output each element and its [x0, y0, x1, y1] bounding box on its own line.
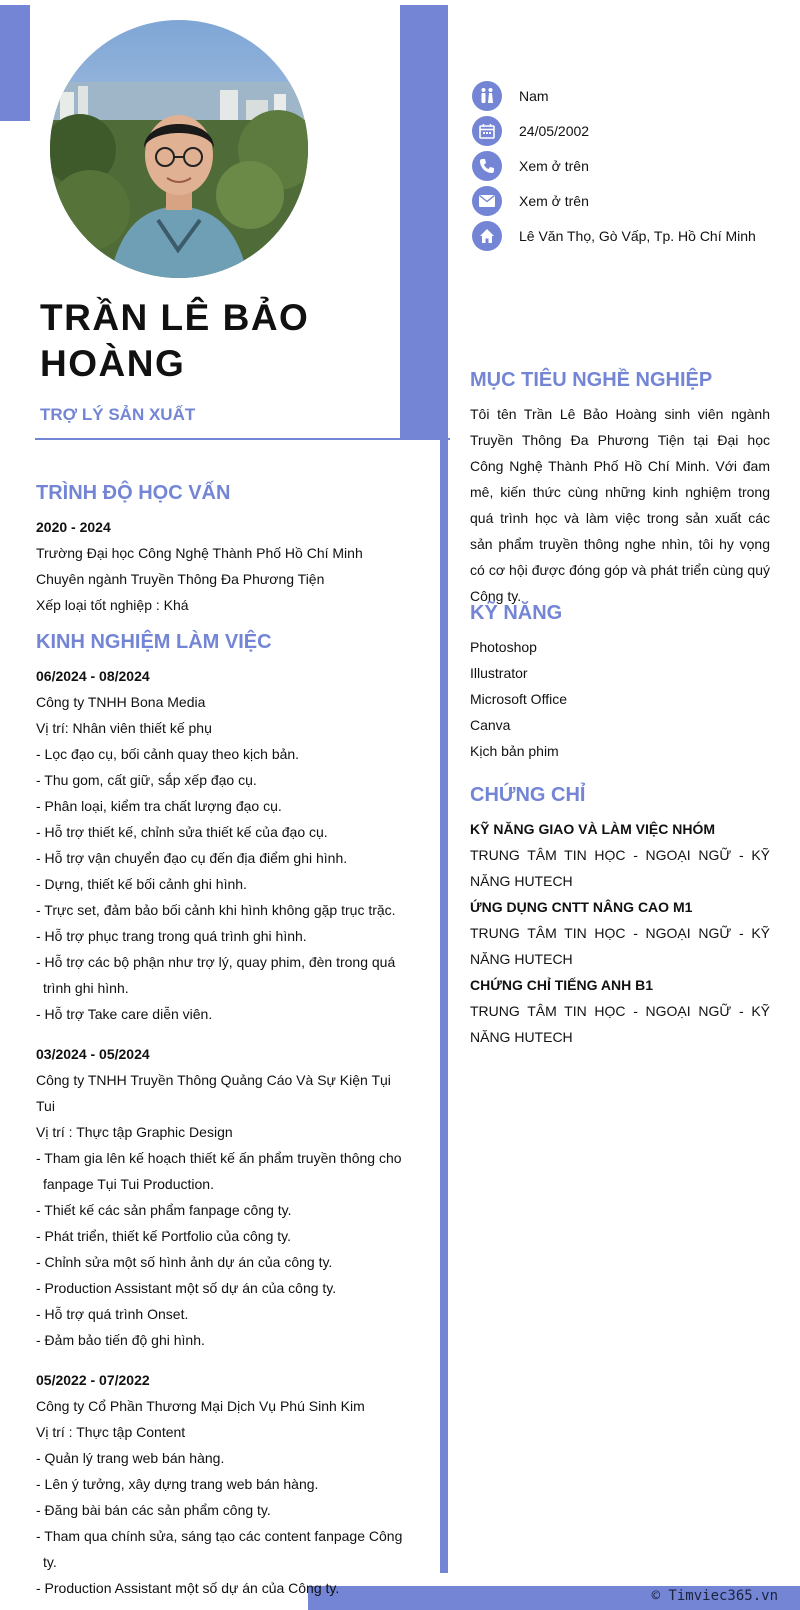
job-task: - Dựng, thiết kế bối cảnh ghi hình.: [36, 876, 247, 892]
skill-item: Photoshop: [470, 639, 537, 655]
job-task: - Thu gom, cất giữ, sắp xếp đạo cụ.: [36, 772, 257, 788]
job-period: 05/2022 - 07/2022: [36, 1372, 150, 1388]
job-task: - Đăng bài bán các sản phẩm công ty.: [36, 1502, 271, 1518]
calendar-icon: [472, 116, 502, 146]
education-line: Chuyên ngành Truyền Thông Đa Phương Tiện: [36, 571, 325, 587]
job-entry: [36, 1041, 411, 1353]
job-company: Công ty TNHH Truyền Thông Quảng Cáo Và Sự Kiện Tụi Tui: [36, 1072, 391, 1114]
contact-address-text: Lê Văn Thọ, Gò Vấp, Tp. Hồ Chí Minh: [519, 227, 756, 244]
job-task: - Tham gia lên kế hoạch thiết kế ấn phẩm truyền thông cho fanpage Tụi Tui Production.: [36, 1150, 402, 1192]
job-position: Vị trí : Thực tập Graphic Design: [36, 1124, 233, 1140]
education-period: 2020 - 2024: [36, 519, 111, 535]
education-section: [36, 480, 411, 618]
job-task: - Hỗ trợ Take care diễn viên.: [36, 1006, 213, 1022]
certificates-section: [470, 782, 770, 1050]
job-task: - Hỗ trợ phục trang trong quá trình ghi hình.: [36, 928, 307, 944]
job-position: Vị trí: Nhân viên thiết kế phụ: [36, 720, 212, 736]
accent-bar-vertical: [440, 440, 448, 1573]
job-entry: [36, 663, 411, 1027]
phone-icon: [472, 151, 502, 181]
certificate-name: CHỨNG CHỈ TIẾNG ANH B1: [470, 977, 653, 993]
certificate-issuer: TRUNG TÂM TIN HỌC - NGOẠI NGỮ - KỸ NĂNG HUTECH: [470, 925, 770, 967]
job-period: 06/2024 - 08/2024: [36, 668, 150, 684]
job-task: - Phát triển, thiết kế Portfolio của công ty.: [36, 1228, 291, 1244]
job-task: - Hỗ trợ thiết kế, chỉnh sửa thiết kế của đạo cụ.: [36, 824, 328, 840]
certificate-name: ỨNG DỤNG CNTT NÂNG CAO M1: [470, 899, 693, 915]
candidate-title: TRỢ LÝ SẢN XUẤT: [40, 405, 196, 424]
job-task: - Production Assistant một số dự án của công ty.: [36, 1280, 337, 1296]
education-heading: TRÌNH ĐỘ HỌC VẤN: [36, 482, 231, 504]
contact-gender: [472, 78, 756, 113]
contact-birthday: [472, 113, 756, 148]
job-task: - Chỉnh sửa một số hình ảnh dự án của công ty.: [36, 1254, 333, 1270]
certificate-issuer: TRUNG TÂM TIN HỌC - NGOẠI NGỮ - KỸ NĂNG HUTECH: [470, 1003, 770, 1045]
certificates-heading: CHỨNG CHỈ: [470, 784, 586, 806]
education-line: Xếp loại tốt nghiệp : Khá: [36, 597, 189, 613]
skills-section: [470, 600, 770, 764]
certificate-issuer: TRUNG TÂM TIN HỌC - NGOẠI NGỮ - KỸ NĂNG HUTECH: [470, 847, 770, 889]
objective-text: Tôi tên Trần Lê Bảo Hoàng sinh viên ngành Truyền Thông Đa Phương Tiện tại Đại học Công Nghệ Thành Phố Hồ Chí Minh. Với đam mê, kiến thức cùng những kinh nghiệm trong quá trình học và làm việc trong sản xuất các sản phẩm truyền thông nghe nhìn, tôi hy vọng có cơ hội được đóng góp và phát triển cùng quý Công ty.: [470, 406, 770, 604]
job-task: - Production Assistant một số dự án của Công ty.: [36, 1580, 340, 1596]
contact-phone-text: Xem ở trên: [519, 157, 589, 174]
certificate-name: KỸ NĂNG GIAO VÀ LÀM VIỆC NHÓM: [470, 821, 716, 837]
header-divider: [35, 438, 450, 440]
job-task: - Quản lý trang web bán hàng.: [36, 1450, 225, 1466]
job-task: - Hỗ trợ quá trình Onset.: [36, 1306, 189, 1322]
footer-credit: © Timviec365.vn: [651, 1588, 778, 1604]
skill-item: Illustrator: [470, 665, 528, 681]
job-task: - Thiết kế các sản phẩm fanpage công ty.: [36, 1202, 292, 1218]
avatar: [50, 20, 308, 278]
home-icon: [472, 221, 502, 251]
gender-icon: [472, 81, 502, 111]
contact-address: [472, 218, 756, 253]
job-task: - Hỗ trợ vận chuyển đạo cụ đến địa điểm ghi hình.: [36, 850, 348, 866]
accent-bar-top: [400, 5, 448, 440]
job-task: - Đảm bảo tiến độ ghi hình.: [36, 1332, 205, 1348]
accent-bar-left: [0, 5, 30, 121]
experience-heading: KINH NGHIỆM LÀM VIỆC: [36, 631, 272, 653]
education-line: Trường Đại học Công Nghệ Thành Phố Hồ Chí Minh: [36, 545, 363, 561]
skill-item: Microsoft Office: [470, 691, 567, 707]
job-entry: [36, 1367, 411, 1601]
job-task: - Trực set, đảm bảo bối cảnh khi hình không gặp trục trặc.: [36, 902, 396, 918]
mail-icon: [472, 186, 502, 216]
skills-heading: KỸ NĂNG: [470, 602, 563, 624]
contact-gender-text: Nam: [519, 87, 549, 104]
contact-birthday-text: 24/05/2002: [519, 122, 590, 139]
job-company: Công ty Cổ Phần Thương Mại Dịch Vụ Phú Sinh Kim: [36, 1398, 365, 1414]
contact-email: [472, 183, 756, 218]
job-task: - Lọc đạo cụ, bối cảnh quay theo kịch bản.: [36, 746, 300, 762]
contact-list: [472, 78, 756, 253]
job-task: - Lên ý tưởng, xây dựng trang web bán hàng.: [36, 1476, 319, 1492]
skill-item: Canva: [470, 717, 511, 733]
skill-item: Kịch bản phim: [470, 743, 559, 759]
job-task: - Tham qua chính sửa, sáng tạo các content fanpage Công ty.: [36, 1528, 403, 1570]
job-task: - Hỗ trợ các bộ phận như trợ lý, quay phim, đèn trong quá trình ghi hình.: [36, 954, 396, 996]
objective-heading: MỤC TIÊU NGHỀ NGHIỆP: [470, 369, 713, 391]
contact-phone: [472, 148, 756, 183]
job-company: Công ty TNHH Bona Media: [36, 694, 206, 710]
job-position: Vị trí : Thực tập Content: [36, 1424, 186, 1440]
experience-section: [36, 629, 411, 1601]
job-task: - Phân loại, kiểm tra chất lượng đạo cụ.: [36, 798, 282, 814]
job-period: 03/2024 - 05/2024: [36, 1046, 150, 1062]
contact-email-text: Xem ở trên: [519, 192, 589, 209]
candidate-name: TRẦN LÊ BẢO HOÀNG: [40, 297, 310, 384]
objective-section: [470, 367, 770, 609]
